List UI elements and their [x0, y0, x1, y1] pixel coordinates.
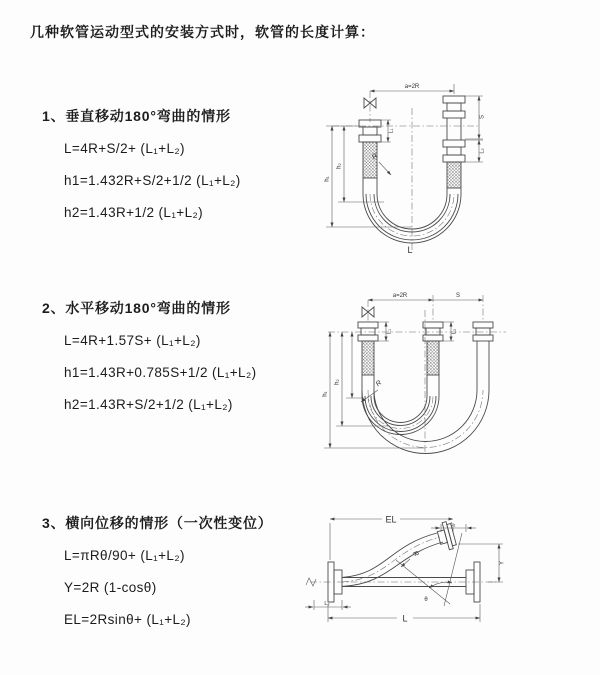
formula: h1=1.432R+S/2+1/2 (L₁+L₂) — [64, 173, 241, 188]
radius-label: R — [410, 550, 420, 559]
formula: L=πRθ/90+ (L₁+L₂) — [64, 548, 185, 563]
hose-arc-inner-moved — [374, 390, 477, 442]
flange-neck — [426, 328, 440, 335]
flange — [443, 111, 465, 118]
flange — [423, 322, 443, 328]
dim-label-s: S — [479, 114, 486, 120]
formula: h2=1.43R+1/2 (L₁+L₂) — [64, 205, 204, 220]
section-3-formulas — [42, 540, 273, 636]
section-1-formulas — [42, 133, 241, 229]
radius-leader-arrow — [401, 559, 410, 567]
formula: EL=2Rsinθ+ (L₁+L₂) — [64, 612, 191, 627]
dim-label-h1: h₁ — [322, 391, 329, 397]
braided-hose-section — [362, 341, 374, 375]
angle-label-theta: θ — [424, 597, 428, 603]
flange — [443, 96, 465, 103]
hose-leg — [447, 188, 461, 194]
hose-leg — [427, 375, 439, 396]
dim-label-h2: h₂ — [336, 163, 343, 169]
braided-hose-section — [447, 162, 461, 188]
section-3-heading: 3、横向位移的情形（一次性变位） — [42, 515, 273, 531]
technical-drawing-1-svg — [312, 76, 590, 256]
radius-leader-arrow — [361, 390, 378, 402]
diagram-horizontal-u-bend — [306, 286, 594, 460]
dim-label-l2: L₂ — [451, 328, 458, 335]
flange — [358, 322, 378, 328]
technical-drawing-3-svg — [300, 506, 515, 646]
formula: L=4R+1.57S+ (L₁+L₂) — [64, 333, 201, 348]
dim-label-a2r: a=2R — [404, 84, 420, 90]
section-horizontal-movement — [42, 298, 256, 421]
flange-neck — [447, 103, 461, 111]
section-1-heading: 1、垂直移动180°弯曲的情形 — [42, 108, 231, 124]
formula: h1=1.43R+0.785S+1/2 (L₁+L₂) — [64, 365, 257, 380]
length-label: L — [407, 245, 413, 255]
flange — [473, 335, 493, 341]
extension-line — [458, 544, 503, 582]
dim-label-a2r: a=2R — [392, 293, 408, 299]
diagram-vertical-u-bend — [312, 76, 590, 256]
flange-neck — [361, 328, 375, 335]
technical-drawing-2-svg — [306, 286, 594, 460]
section-lateral-displacement — [42, 513, 273, 636]
dim-label-y: Y — [499, 560, 506, 566]
pipe-section — [447, 118, 461, 140]
dim-label-el: EL — [385, 514, 397, 525]
dim-label-h1: h₁ — [324, 176, 331, 182]
diagram-lateral-displacement — [300, 506, 515, 646]
dim-label-l2: L₂ — [479, 148, 486, 154]
dim-label-l: L — [402, 613, 408, 624]
pipe-centerlines — [368, 295, 483, 322]
flange-neck — [363, 127, 377, 135]
dim-label-l1: L₁ — [388, 128, 395, 134]
radius-label: R — [374, 379, 384, 389]
flange — [443, 155, 465, 162]
formula: L=4R+S/2+ (L₁+L₂) — [64, 141, 185, 156]
flange — [359, 135, 381, 142]
flange — [423, 335, 443, 341]
radius-label: R — [370, 152, 380, 162]
braided-hose-section — [427, 341, 439, 375]
flange-neck — [447, 147, 461, 155]
section-vertical-movement — [42, 106, 241, 229]
flange — [473, 322, 493, 328]
dim-label-l2: L₂ — [324, 601, 330, 607]
dim-label-l1: L₁ — [386, 329, 393, 334]
section-2-formulas — [42, 325, 256, 421]
dim-label-s: S — [455, 293, 461, 299]
dim-label-l1: L₁ — [450, 522, 456, 528]
hose-leg — [477, 341, 489, 390]
dim-label-h2: h₂ — [334, 379, 341, 385]
page-title: 几种软管运动型式的安装方式时，软管的长度计算： — [30, 24, 375, 40]
section-2-heading: 2、水平移动180°弯曲的情形 — [42, 300, 231, 316]
formula: h2=1.43R+S/2+1/2 (L₁+L₂) — [64, 397, 233, 412]
flange-neck — [476, 328, 490, 335]
centerline-break-mark — [306, 578, 316, 586]
flange — [358, 335, 378, 341]
extension-line — [330, 523, 453, 560]
hose-leg — [363, 178, 377, 194]
flange — [443, 140, 465, 147]
radius-leader-arrow — [379, 162, 391, 175]
formula: Y=2R (1-cosθ) — [64, 580, 157, 595]
